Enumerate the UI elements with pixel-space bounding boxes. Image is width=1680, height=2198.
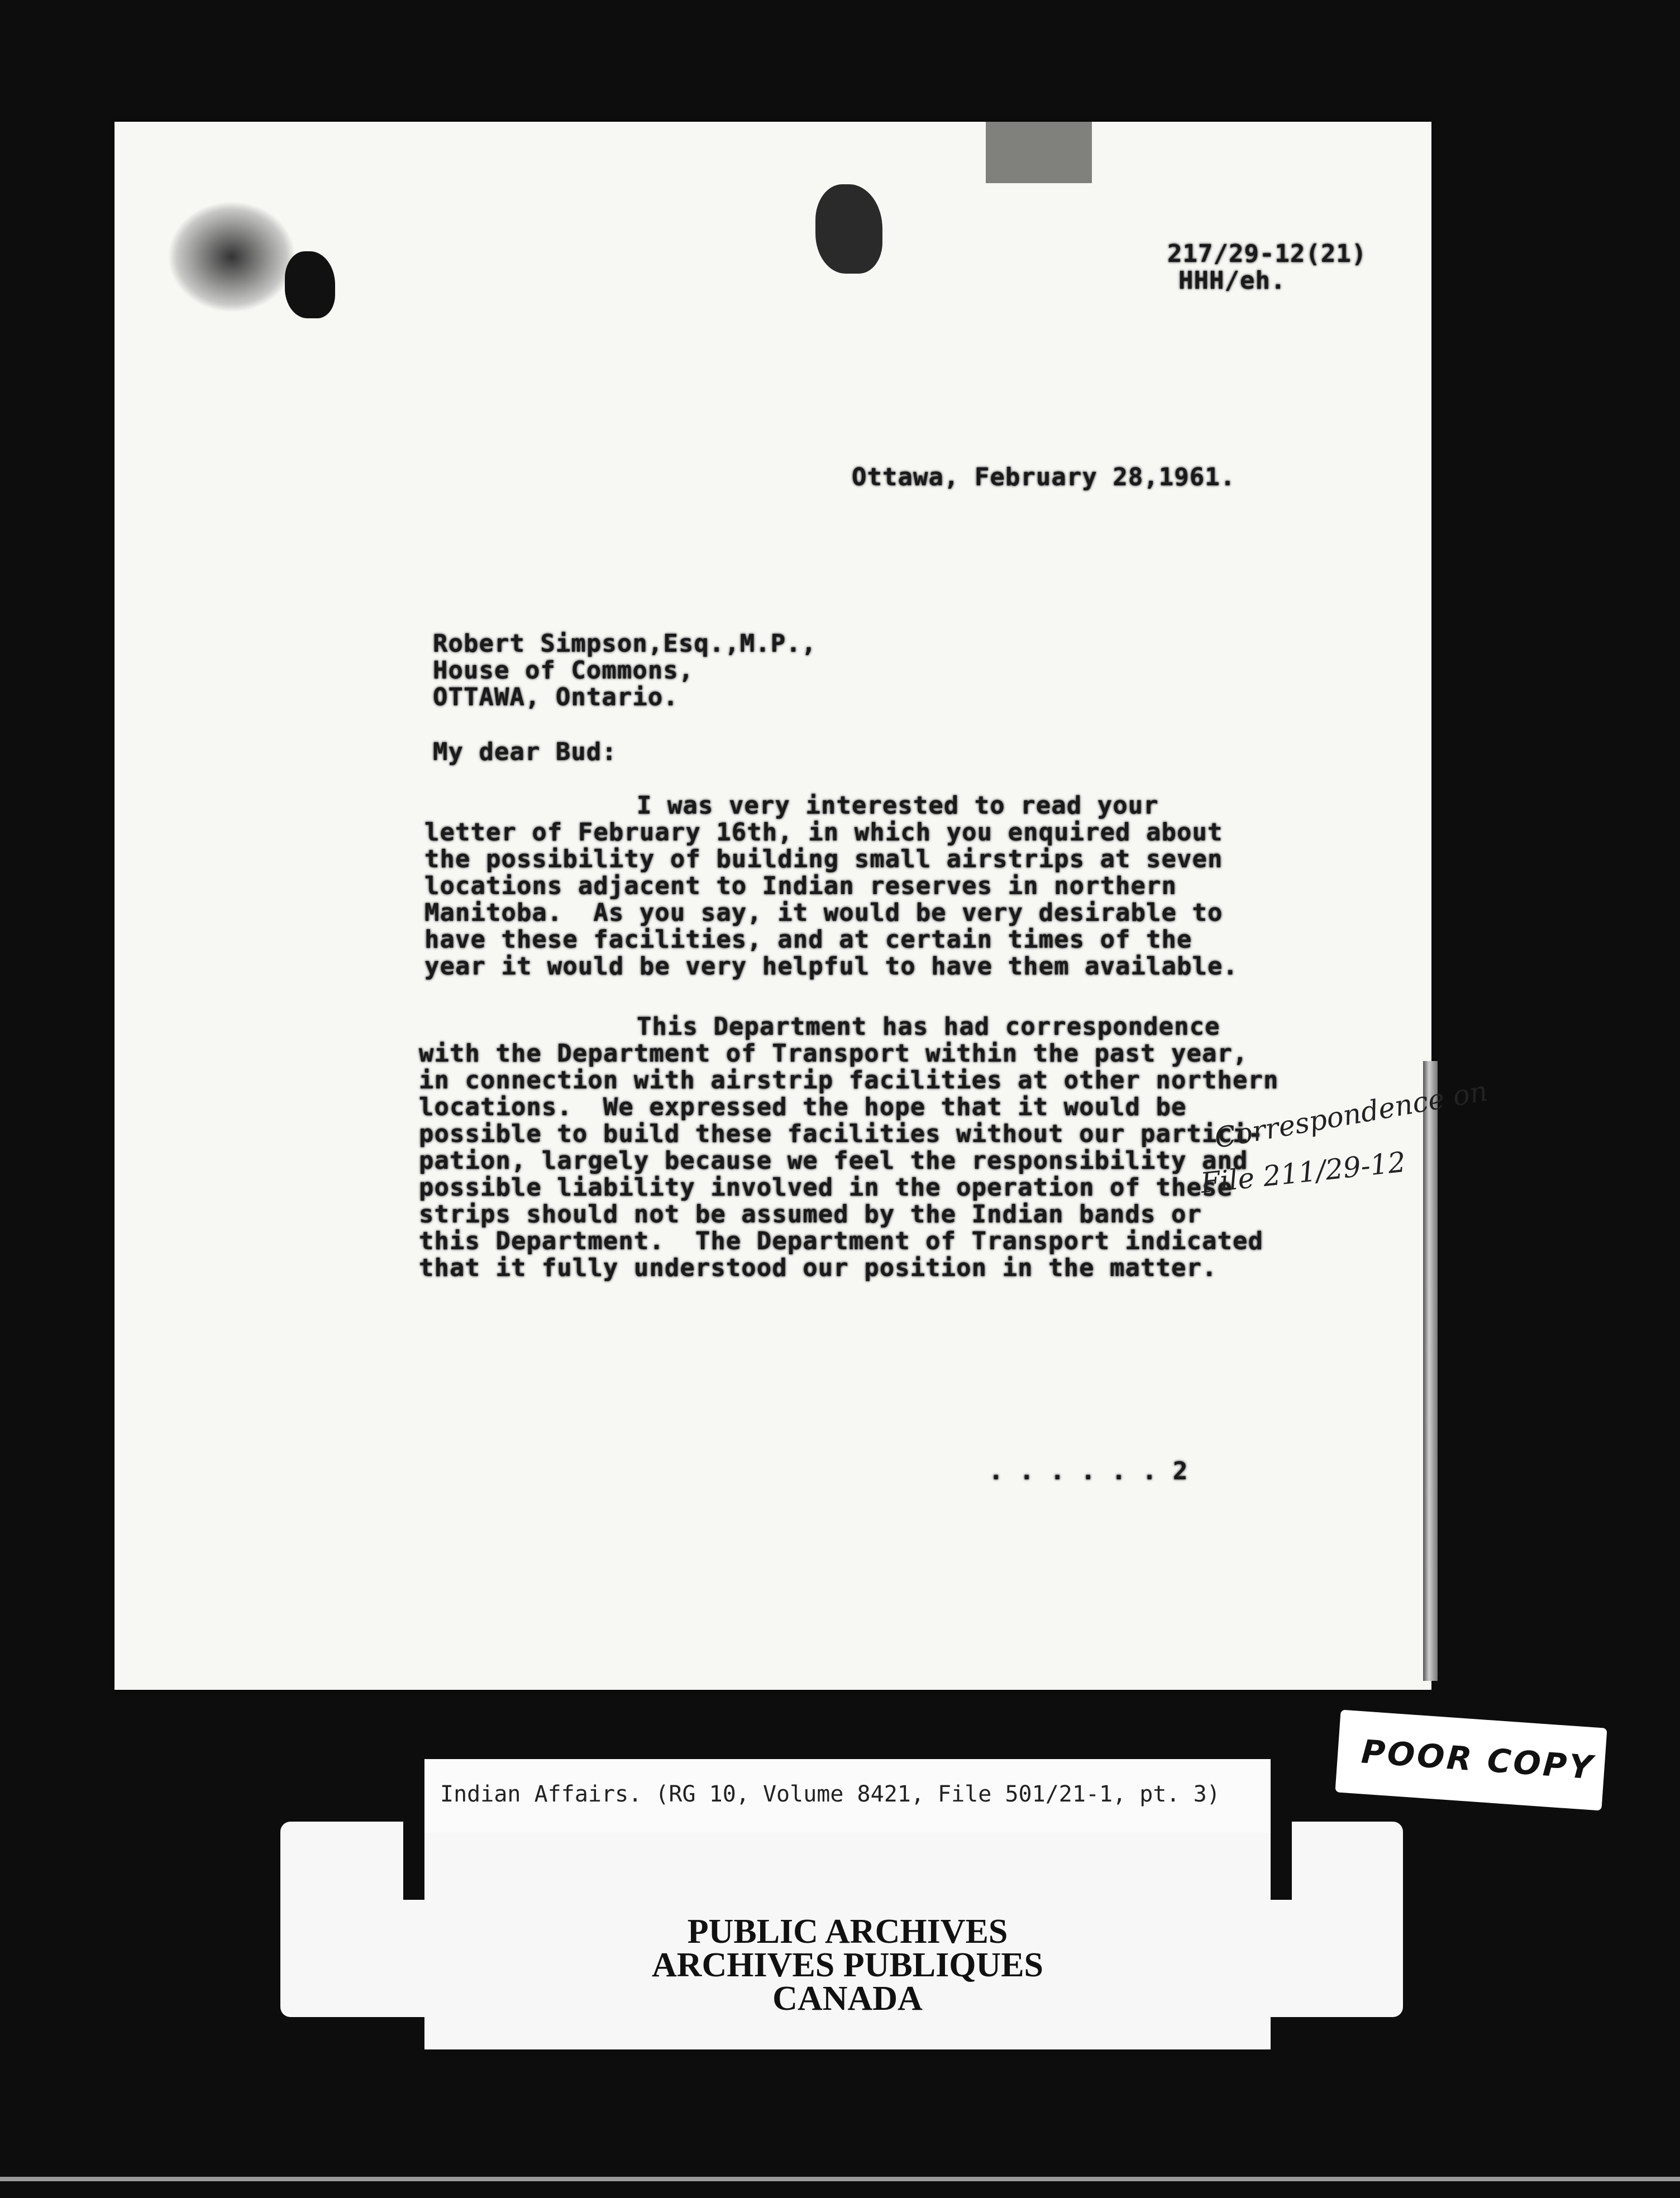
body-line: possible liability involved in the operation of these: [419, 1173, 1233, 1202]
punch-mark: [815, 184, 882, 274]
archive-reference-strip: [424, 1759, 1271, 1833]
body-line: pation, largely because we feel the responsibility and: [419, 1146, 1248, 1175]
file-reference: 217/29-12(21): [1167, 240, 1367, 268]
archive-reference: Indian Affairs. (RG 10, Volume 8421, File 501/21-1, pt. 3): [440, 1781, 1220, 1807]
ink-blot: [285, 251, 335, 318]
body-line: letter of February 16th, in which you enquired about: [424, 818, 1223, 847]
salutation: My dear Bud:: [433, 738, 617, 766]
body-line: in connection with airstrip facilities at other northern: [419, 1066, 1279, 1095]
address-line: OTTAWA, Ontario.: [433, 683, 679, 711]
card-notch: [403, 1822, 424, 1900]
body-line: This Department has had correspondence: [637, 1012, 1220, 1041]
archive-title-fr: ARCHIVES PUBLIQUES: [651, 1946, 1044, 1984]
body-line: with the Department of Transport within the past year,: [419, 1039, 1248, 1068]
address-line: Robert Simpson,Esq.,M.P.,: [433, 629, 817, 658]
card-notch: [1271, 1822, 1292, 1900]
address-line: House of Commons,: [433, 656, 694, 685]
archive-title-country: CANADA: [772, 1980, 923, 2018]
body-line: strips should not be assumed by the Indian bands or: [419, 1200, 1202, 1229]
poor-copy-label: POOR COPY: [1360, 1732, 1596, 1787]
dateline: Ottawa, February 28,1961.: [852, 463, 1236, 491]
film-edge: [0, 2177, 1680, 2181]
smudge-mark: [168, 201, 296, 313]
body-line: the possibility of building small airstrips at seven: [424, 845, 1223, 873]
body-line: have these facilities, and at certain times of the: [424, 925, 1192, 954]
handwritten-note-line: File 211/29-12: [1199, 1145, 1407, 1200]
tape-mark: [986, 122, 1092, 183]
poor-copy-stamp: [1335, 1710, 1607, 1811]
body-line: year it would be very helpful to have them available.: [424, 952, 1238, 981]
body-line: this Department. The Department of Transport indicated: [419, 1227, 1263, 1255]
archive-title-en: PUBLIC ARCHIVES: [687, 1913, 1008, 1951]
body-line: possible to build these facilities without our partici-: [419, 1120, 1263, 1148]
page-edge: [1423, 1061, 1438, 1681]
body-line: Manitoba. As you say, it would be very desirable to: [424, 899, 1223, 927]
body-line: locations. We expressed the hope that it would be: [419, 1093, 1187, 1121]
handwritten-note-line: Correspondence on: [1211, 1074, 1490, 1155]
body-line: I was very interested to read your: [637, 791, 1159, 820]
body-line: locations adjacent to Indian reserves in northern: [424, 872, 1177, 900]
typist-initials: HHH/eh.: [1178, 266, 1286, 295]
body-line: that it fully understood our position in the matter.: [419, 1254, 1218, 1282]
page-continuation: . . . . . . 2: [989, 1457, 1189, 1485]
